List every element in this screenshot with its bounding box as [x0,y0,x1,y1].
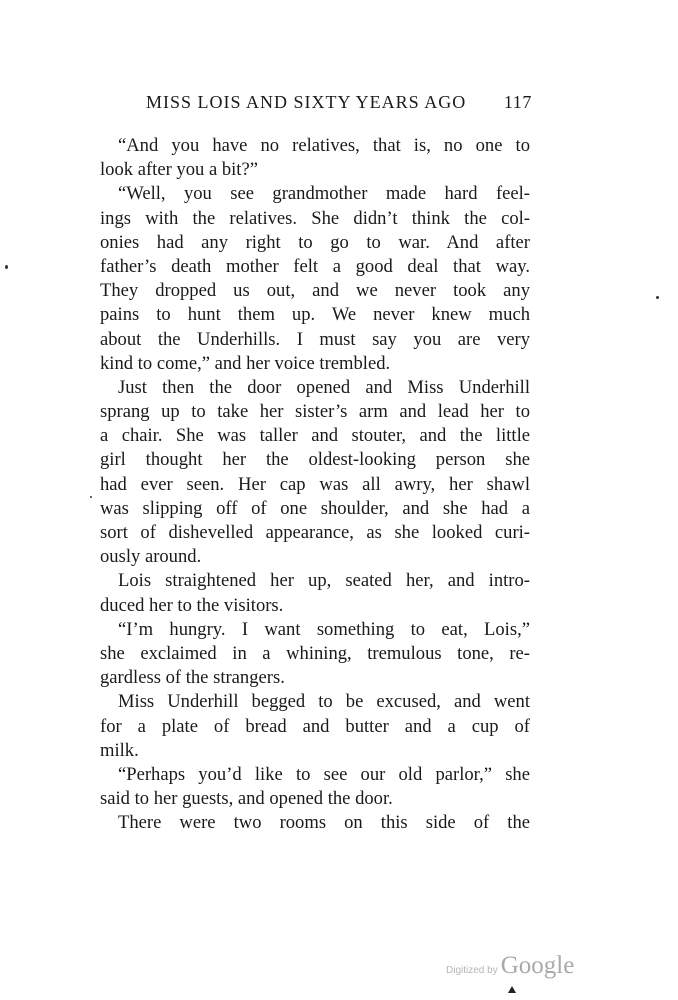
scan-speck [656,296,659,299]
text-line: about the Underhills. I must say you are very [100,328,530,350]
text-line: “Well, you see grandmother made hard feel- [118,183,530,205]
running-title: MISS LOIS AND SIXTY YEARS AGO [146,92,467,112]
text-line: duced her to the visitors. [100,594,284,616]
text-line: kind to come,” and her voice trembled. [100,352,391,374]
text-line: sort of dishevelled appearance, as she looked curi- [100,522,530,543]
text-line: Just then the door opened and Miss Underhill [118,376,530,398]
text-line: father’s death mother felt a good deal that way. [100,255,530,277]
text-line: she exclaimed in a whining, tremulous tone, re- [100,642,530,664]
triangle-mark-icon [508,986,516,993]
text-line: look after you a bit?” [100,159,258,181]
text-line: They dropped us out, and we never took any [100,280,530,302]
text-line: Lois straightened her up, seated her, and intro- [118,570,530,592]
digitized-label: Digitized by [446,965,498,976]
text-line: There were two rooms on this side of the [118,812,530,834]
page-number: 117 [503,92,532,112]
text-line: girl thought her the oldest-looking person she [100,449,530,471]
text-line: milk. [100,739,139,761]
text-line: ously around. [100,546,202,568]
body-text [100,134,530,835]
text-line: “And you have no relatives, that is, no one to [118,135,530,156]
google-logo: Google [500,952,575,979]
digitized-watermark [446,952,574,982]
text-line: gardless of the strangers. [100,667,285,689]
text-line: had ever seen. Her cap was all awry, her shawl [100,473,530,495]
text-line: ings with the relatives. She didn’t think the col- [100,207,530,229]
running-head [146,92,532,118]
text-line: for a plate of bread and butter and a cup of [100,715,530,737]
text-line: Miss Underhill begged to be excused, and went [118,691,530,713]
text-line: pains to hunt them up. We never knew much [100,304,530,326]
text-line: a chair. She was taller and stouter, and the little [100,425,530,447]
scan-speck [90,496,92,498]
text-line: was slipping off of one shoulder, and she had a [100,497,530,519]
text-line: “Perhaps you’d like to see our old parlor,” she [118,763,530,785]
scan-speck [5,265,8,269]
text-line: said to her guests, and opened the door. [100,788,393,810]
text-line: “I’m hungry. I want something to eat, Lois,” [118,618,530,640]
text-line: onies had any right to go to war. And after [100,231,530,253]
text-line: sprang up to take her sister’s arm and lead her to [100,401,530,423]
